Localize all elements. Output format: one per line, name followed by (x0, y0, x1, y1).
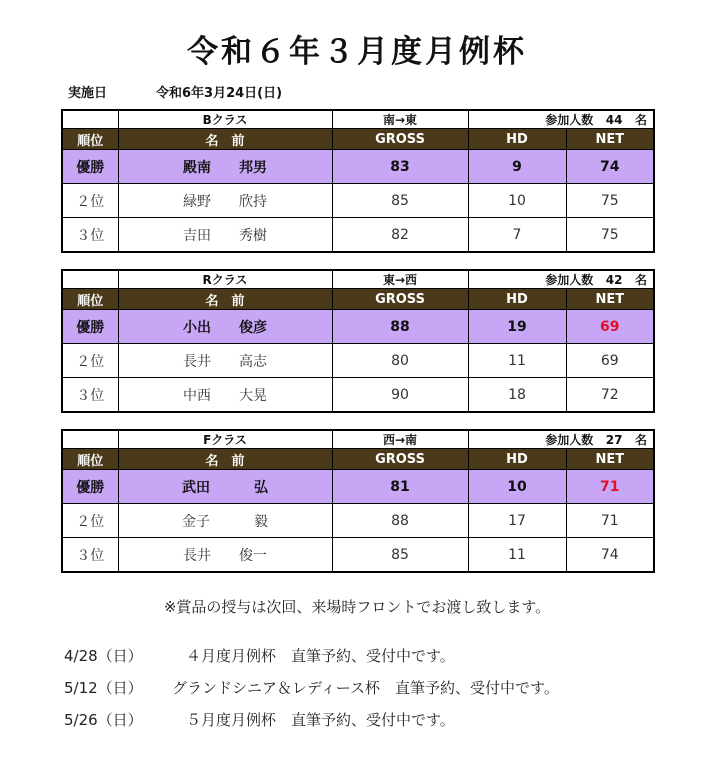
gross: 85 (332, 538, 468, 573)
gross: 85 (332, 184, 468, 218)
event-date: 5/26（日） (64, 711, 143, 729)
gross: 90 (332, 378, 468, 413)
col-net: NET (566, 289, 654, 310)
net: 75 (566, 184, 654, 218)
net: 75 (566, 218, 654, 253)
date-value: 令和6年3月24日(日) (156, 86, 283, 101)
rank: 優勝 (62, 470, 118, 504)
player-name: 金子 毅 (118, 504, 332, 538)
player-name: 長井 俊一 (118, 538, 332, 573)
gross: 88 (332, 310, 468, 344)
participant-count: 参加人数 44 名 (468, 110, 654, 129)
results-table-b (61, 109, 655, 253)
col-gross: GROSS (332, 129, 468, 150)
event-line (64, 677, 664, 697)
gross: 88 (332, 504, 468, 538)
participant-count: 参加人数 27 名 (468, 430, 654, 449)
event-text: グランドシニア＆レディース杯 直筆予約、受付中です。 (172, 679, 559, 697)
hd: 11 (468, 538, 566, 573)
prize-notice: ※賞品の授与は次回、来場時フロントでお渡し致します。 (163, 598, 551, 616)
table-row (62, 344, 654, 378)
class-name: Bクラス (118, 110, 332, 129)
table-header-row (62, 289, 654, 310)
rank: 優勝 (62, 310, 118, 344)
table-row (62, 470, 654, 504)
col-net: NET (566, 129, 654, 150)
table-row (62, 378, 654, 413)
hd: 17 (468, 504, 566, 538)
event-line (64, 645, 664, 665)
gross: 81 (332, 470, 468, 504)
rank: ２位 (62, 184, 118, 218)
course: 西→南 (332, 430, 468, 449)
rank: ３位 (62, 538, 118, 573)
col-name: 名 前 (118, 289, 332, 310)
col-hd: HD (468, 449, 566, 470)
table-row (62, 538, 654, 573)
hd: 10 (468, 184, 566, 218)
rank: ３位 (62, 218, 118, 253)
course: 東→西 (332, 270, 468, 289)
table-info-row (62, 110, 654, 129)
col-rank: 順位 (62, 129, 118, 150)
player-name: 中西 大晃 (118, 378, 332, 413)
results-table-r (61, 269, 655, 413)
player-name: 緑野 欣持 (118, 184, 332, 218)
table-info-row (62, 270, 654, 289)
col-hd: HD (468, 129, 566, 150)
rank: 優勝 (62, 150, 118, 184)
hd: 19 (468, 310, 566, 344)
participant-count: 参加人数 42 名 (468, 270, 654, 289)
date-label: 実施日 (68, 86, 108, 101)
hd: 7 (468, 218, 566, 253)
net: 74 (566, 150, 654, 184)
hd: 9 (468, 150, 566, 184)
event-date: 5/12（日） (64, 679, 143, 697)
col-net: NET (566, 449, 654, 470)
table-header-row (62, 449, 654, 470)
net: 71 (566, 504, 654, 538)
net: 69 (566, 310, 654, 344)
gross: 82 (332, 218, 468, 253)
col-rank: 順位 (62, 289, 118, 310)
player-name: 吉田 秀樹 (118, 218, 332, 253)
hd: 18 (468, 378, 566, 413)
table-row (62, 150, 654, 184)
table-info-row (62, 430, 654, 449)
gross: 83 (332, 150, 468, 184)
event-text: ５月度月例杯 直筆予約、受付中です。 (186, 711, 455, 729)
table-row (62, 310, 654, 344)
table-row (62, 504, 654, 538)
net: 72 (566, 378, 654, 413)
rank: ２位 (62, 344, 118, 378)
col-rank: 順位 (62, 449, 118, 470)
event-text: ４月度月例杯 直筆予約、受付中です。 (186, 647, 455, 665)
gross: 80 (332, 344, 468, 378)
player-name: 小出 俊彦 (118, 310, 332, 344)
col-name: 名 前 (118, 129, 332, 150)
player-name: 武田 弘 (118, 470, 332, 504)
course: 南→東 (332, 110, 468, 129)
col-hd: HD (468, 289, 566, 310)
col-gross: GROSS (332, 449, 468, 470)
table-row (62, 218, 654, 253)
rank: ２位 (62, 504, 118, 538)
hd: 10 (468, 470, 566, 504)
net: 74 (566, 538, 654, 573)
table-row (62, 184, 654, 218)
col-name: 名 前 (118, 449, 332, 470)
net: 71 (566, 470, 654, 504)
class-name: Fクラス (118, 430, 332, 449)
player-name: 長井 高志 (118, 344, 332, 378)
hd: 11 (468, 344, 566, 378)
col-gross: GROSS (332, 289, 468, 310)
rank: ３位 (62, 378, 118, 413)
table-header-row (62, 129, 654, 150)
class-name: Rクラス (118, 270, 332, 289)
results-table-f (61, 429, 655, 573)
event-line (64, 709, 664, 729)
player-name: 殿南 邦男 (118, 150, 332, 184)
event-date: 4/28（日） (64, 647, 143, 665)
net: 69 (566, 344, 654, 378)
page-title: 令和６年３月度月例杯 (187, 34, 527, 70)
